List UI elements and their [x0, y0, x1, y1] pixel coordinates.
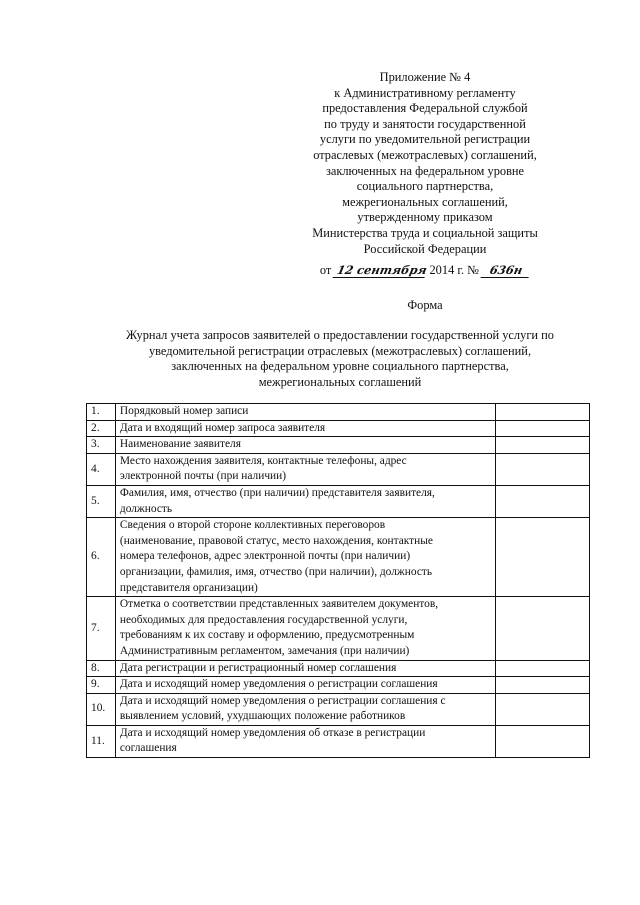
- row-description: [115, 518, 495, 597]
- row-number: 6.: [87, 518, 116, 597]
- journal-title-line: заключенных на федеральном уровне социального партнерства,: [171, 359, 509, 374]
- row-description: [115, 677, 495, 694]
- journal-title-line: уведомительной регистрации отраслевых (межотраслевых) соглашений,: [148, 343, 532, 358]
- row-number: 10.: [87, 693, 116, 725]
- row-description-line: должность: [119, 502, 173, 515]
- row-value-cell: [496, 404, 590, 421]
- row-description-line: Порядковый номер записи: [119, 405, 249, 417]
- row-value-cell: [496, 693, 590, 725]
- row-description-line: номера телефонов, адрес электронной почты (при наличии): [119, 550, 411, 563]
- form-label: Форма: [407, 298, 443, 312]
- table-row: [87, 485, 590, 517]
- row-description: [115, 597, 495, 660]
- table-row: [87, 404, 590, 421]
- appendix-line: по труду и занятости государственной: [324, 116, 526, 131]
- row-description: [115, 420, 495, 437]
- table-row: [87, 693, 590, 725]
- row-number: 2.: [87, 420, 116, 437]
- appendix-line: Российской Федерации: [363, 241, 487, 256]
- row-description: [115, 725, 495, 757]
- row-number: 11.: [87, 725, 116, 757]
- table-row: [87, 725, 590, 757]
- table-row: [87, 453, 590, 485]
- row-description-line: Дата и исходящий номер уведомления о регистрации соглашения с: [119, 694, 446, 707]
- journal-title-line: межрегиональных соглашений: [258, 374, 422, 389]
- appendix-line: социального партнерства,: [356, 179, 494, 194]
- row-value-cell: [496, 437, 590, 454]
- journal-title-line: Журнал учета запросов заявителей о предоставлении государственной услуги по: [126, 328, 554, 342]
- row-description: [115, 485, 495, 517]
- row-description-line: Дата и входящий номер запроса заявителя: [119, 421, 326, 434]
- row-description: [115, 404, 495, 421]
- table-row: [87, 437, 590, 454]
- table-row: [87, 660, 590, 677]
- order-number-handwritten: 636н: [481, 264, 532, 278]
- row-description-line: соглашения: [119, 742, 177, 755]
- row-number: 3.: [87, 437, 116, 454]
- row-number: 5.: [87, 485, 116, 517]
- table-row: [87, 420, 590, 437]
- appendix-line: предоставления Федеральной службой: [322, 101, 528, 116]
- row-description-line: требованиям к их составу и оформлению, предусмотренным: [119, 629, 415, 642]
- row-description-line: Сведения о второй стороне коллективных переговоров: [119, 519, 386, 532]
- journal-table: [86, 403, 590, 758]
- row-value-cell: [496, 518, 590, 597]
- row-description-line: представителя организации): [119, 581, 258, 594]
- row-description-line: организации, фамилия, имя, отчество (при наличии), должность: [119, 565, 433, 578]
- row-value-cell: [496, 420, 590, 437]
- row-description-line: Место нахождения заявителя, контактные телефоны, адрес: [119, 454, 407, 467]
- appendix-line: Министерства труда и социальной защиты: [312, 225, 538, 240]
- row-description-line: необходимых для предоставления государственной услуги,: [119, 613, 408, 626]
- journal-title: [95, 328, 585, 390]
- row-value-cell: [496, 660, 590, 677]
- table-row: [87, 677, 590, 694]
- order-reference: [300, 263, 550, 278]
- row-value-cell: [496, 453, 590, 485]
- row-description: [115, 437, 495, 454]
- row-description-line: Наименование заявителя: [119, 438, 241, 451]
- row-value-cell: [496, 677, 590, 694]
- table-row: [87, 597, 590, 660]
- row-description-line: Административным регламентом, замечания (при наличии): [119, 644, 410, 657]
- row-number: 9.: [87, 677, 116, 694]
- journal-table-body: [87, 404, 590, 758]
- row-description-line: Отметка о соответствии представленных заявителем документов,: [119, 598, 439, 611]
- appendix-line: Приложение № 4: [379, 70, 471, 84]
- table-row: [87, 518, 590, 597]
- appendix-line: к Административному регламенту: [334, 85, 516, 100]
- appendix-header: [300, 70, 550, 257]
- row-number: 8.: [87, 660, 116, 677]
- row-description-line: (наименование, правовой статус, место нахождения, контактные: [119, 534, 433, 547]
- appendix-line: межрегиональных соглашений,: [342, 194, 508, 209]
- row-description-line: Дата и исходящий номер уведомления о регистрации соглашения: [119, 678, 438, 691]
- row-description: [115, 453, 495, 485]
- row-description-line: электронной почты (при наличии): [119, 470, 287, 483]
- row-number: 4.: [87, 453, 116, 485]
- row-description: [115, 693, 495, 725]
- appendix-line: утвержденному приказом: [357, 210, 493, 225]
- row-description-line: выявлением условий, ухудшающих положение работников: [119, 710, 406, 723]
- row-number: 7.: [87, 597, 116, 660]
- appendix-line: отраслевых (межотраслевых) соглашений,: [313, 147, 537, 162]
- order-date-handwritten: 12 сентября: [333, 264, 428, 278]
- row-description-line: Дата регистрации и регистрационный номер соглашения: [119, 661, 397, 674]
- order-prefix: от: [319, 263, 332, 277]
- appendix-line: заключенных на федеральном уровне: [325, 163, 525, 178]
- row-value-cell: [496, 485, 590, 517]
- row-description-line: Дата и исходящий номер уведомления об отказе в регистрации: [119, 726, 426, 739]
- row-value-cell: [496, 725, 590, 757]
- row-number: 1.: [87, 404, 116, 421]
- row-value-cell: [496, 597, 590, 660]
- row-description-line: Фамилия, имя, отчество (при наличии) представителя заявителя,: [119, 486, 435, 499]
- row-description: [115, 660, 495, 677]
- order-year: 2014 г. №: [429, 263, 480, 277]
- appendix-line: услуги по уведомительной регистрации: [319, 132, 531, 147]
